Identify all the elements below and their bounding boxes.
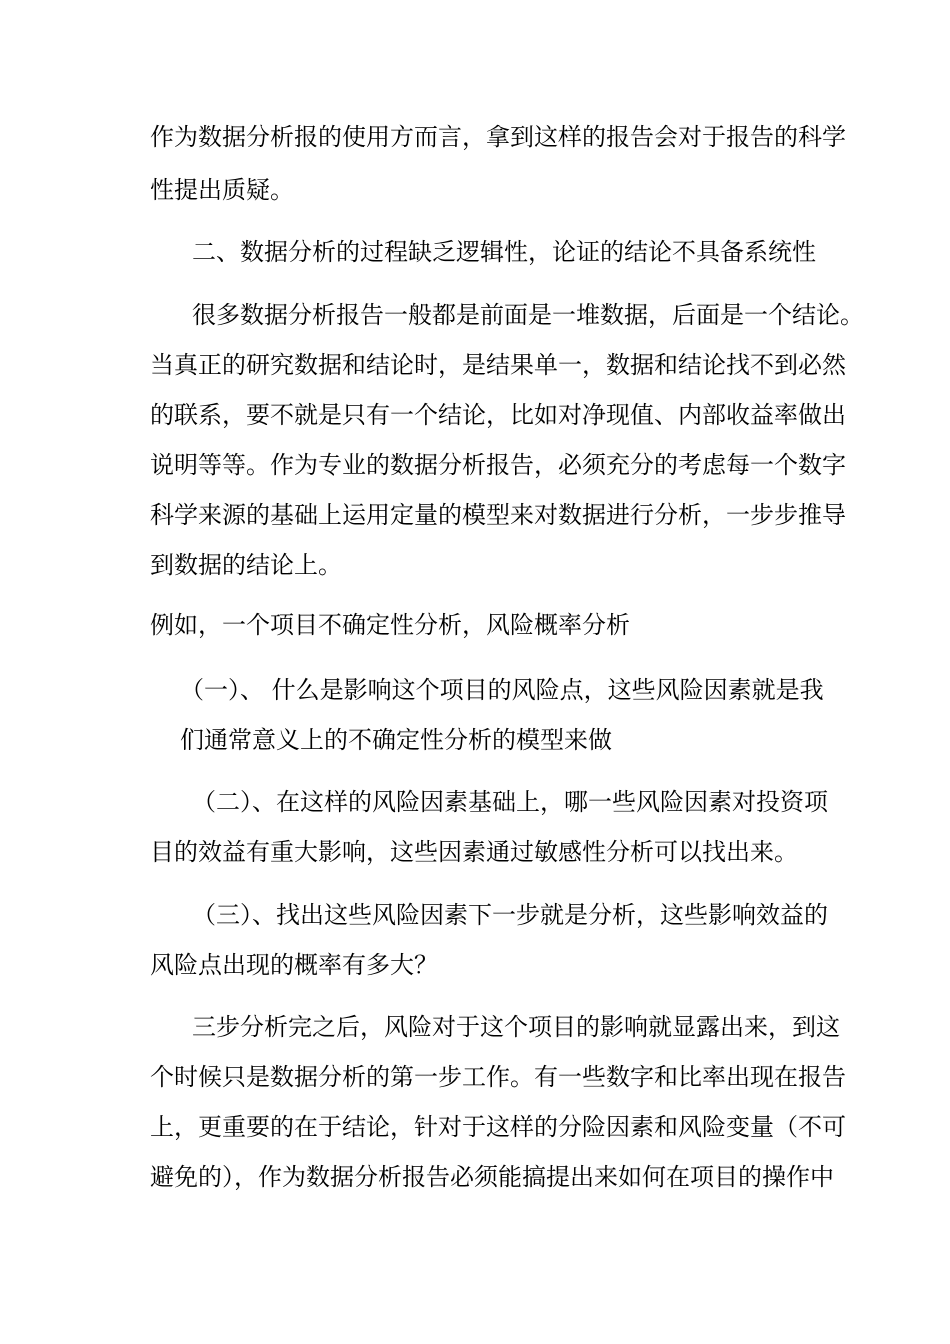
paragraph-line: 当真正的研究数据和结论时，是结果单一，数据和结论找不到必然 bbox=[150, 351, 846, 379]
list-item-line: （一）、 什么是影响这个项目的风险点，这些风险因素就是我 bbox=[180, 676, 824, 704]
paragraph-line: 上，更重要的在于结论，针对于这样的分险因素和风险变量（不可 bbox=[150, 1113, 846, 1141]
paragraph-line: 例如，一个项目不确定性分析，风险概率分析 bbox=[150, 611, 630, 639]
list-item-line: 风险点出现的概率有多大？ bbox=[150, 951, 438, 979]
paragraph-line: 很多数据分析报告一般都是前面是一堆数据，后面是一个结论。 bbox=[192, 301, 864, 329]
paragraph-line: 科学来源的基础上运用定量的模型来对数据进行分析，一步步推导 bbox=[150, 501, 846, 529]
list-item-line: 们通常意义上的不确定性分析的模型来做 bbox=[180, 726, 612, 754]
paragraph-line: 作为数据分析报的使用方而言，拿到这样的报告会对于报告的科学 bbox=[150, 123, 846, 151]
list-item-line: 目的效益有重大影响，这些因素通过敏感性分析可以找出来。 bbox=[150, 838, 798, 866]
paragraph-line: 的联系，要不就是只有一个结论，比如对净现值、内部收益率做出 bbox=[150, 401, 846, 429]
list-item-line: （三）、找出这些风险因素下一步就是分析，这些影响效益的 bbox=[192, 901, 828, 929]
paragraph-line: 个时候只是数据分析的第一步工作。有一些数字和比率出现在报告 bbox=[150, 1063, 846, 1091]
paragraph-line: 性提出质疑。 bbox=[150, 176, 294, 204]
list-item-line: （二）、在这样的风险因素基础上，哪一些风险因素对投资项 bbox=[192, 788, 828, 816]
paragraph-line: 说明等等。作为专业的数据分析报告，必须充分的考虑每一个数字 bbox=[150, 451, 846, 479]
paragraph-line: 避免的），作为数据分析报告必须能搞提出来如何在项目的操作中 bbox=[150, 1163, 834, 1191]
paragraph-line: 三步分析完之后，风险对于这个项目的影响就显露出来，到这 bbox=[192, 1013, 840, 1041]
section-heading: 二、数据分析的过程缺乏逻辑性，论证的结论不具备系统性 bbox=[192, 238, 816, 266]
paragraph-line: 到数据的结论上。 bbox=[150, 551, 342, 579]
